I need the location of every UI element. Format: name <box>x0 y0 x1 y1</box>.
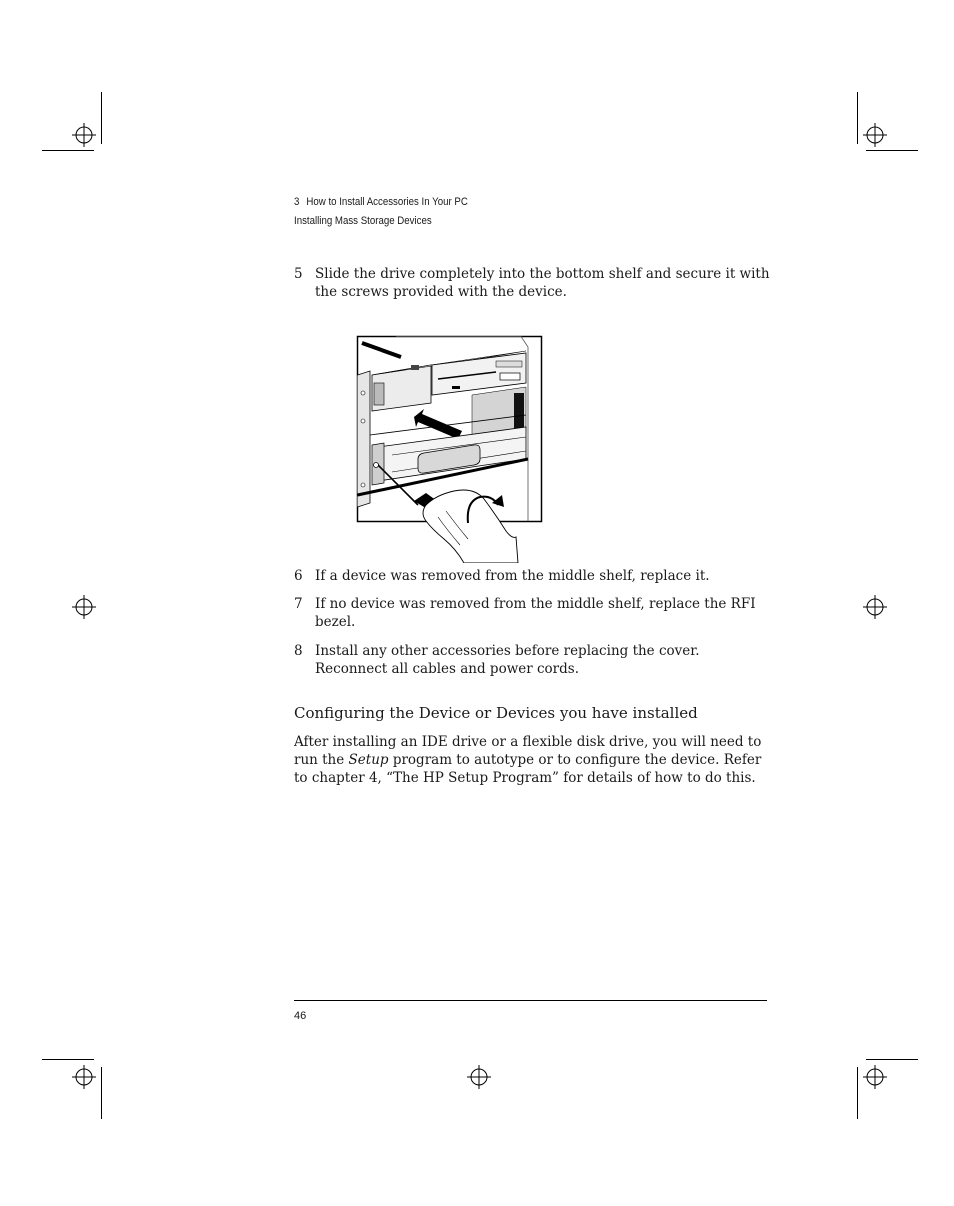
chapter-number: 3 <box>294 196 300 208</box>
registration-mark-icon <box>863 123 887 147</box>
paragraph-text: After installing an IDE drive or a flexible disk drive, you will need to run the <box>294 734 762 768</box>
paragraph-text: program to autotype or to configure the device. Refer to chapter 4, “The HP Setup Program” for details of how to do this. <box>294 752 762 786</box>
step-8 <box>294 642 774 678</box>
setup-program-name: Setup <box>348 752 389 768</box>
drive-installation-illustration <box>356 335 546 563</box>
subsection-heading: Configuring the Device or Devices you have installed <box>294 704 698 722</box>
step-text: If a device was removed from the middle shelf, replace it. <box>315 568 710 584</box>
step-7 <box>294 595 774 631</box>
crop-mark <box>866 1059 918 1060</box>
step-text: Install any other accessories before replacing the cover. Reconnect all cables and power cords. <box>315 643 700 677</box>
registration-mark-icon <box>72 123 96 147</box>
chapter-title: How to Install Accessories In Your PC <box>306 196 468 208</box>
step-number: 5 <box>294 266 303 282</box>
page-number: 46 <box>294 1010 307 1022</box>
crop-mark <box>42 150 94 151</box>
running-header-chapter <box>294 196 468 208</box>
registration-mark-icon <box>72 595 96 619</box>
crop-mark <box>857 92 858 144</box>
step-text: If no device was removed from the middle shelf, replace the RFI bezel. <box>315 596 756 630</box>
step-text: Slide the drive completely into the bottom shelf and secure it with the screws provided with the device. <box>315 266 770 300</box>
body-paragraph <box>294 733 774 787</box>
crop-mark <box>866 150 918 151</box>
registration-mark-icon <box>467 1065 491 1089</box>
step-5 <box>294 265 774 301</box>
registration-mark-icon <box>863 1065 887 1089</box>
registration-mark-icon <box>72 1065 96 1089</box>
step-number: 8 <box>294 643 303 659</box>
footer-rule <box>294 1000 767 1001</box>
crop-mark <box>101 1067 102 1119</box>
registration-mark-icon <box>863 595 887 619</box>
step-number: 6 <box>294 568 303 584</box>
step-number: 7 <box>294 596 303 612</box>
crop-mark <box>101 92 102 144</box>
crop-mark <box>857 1067 858 1119</box>
step-6 <box>294 567 774 585</box>
crop-mark <box>42 1059 94 1060</box>
running-header-section: Installing Mass Storage Devices <box>294 215 432 227</box>
